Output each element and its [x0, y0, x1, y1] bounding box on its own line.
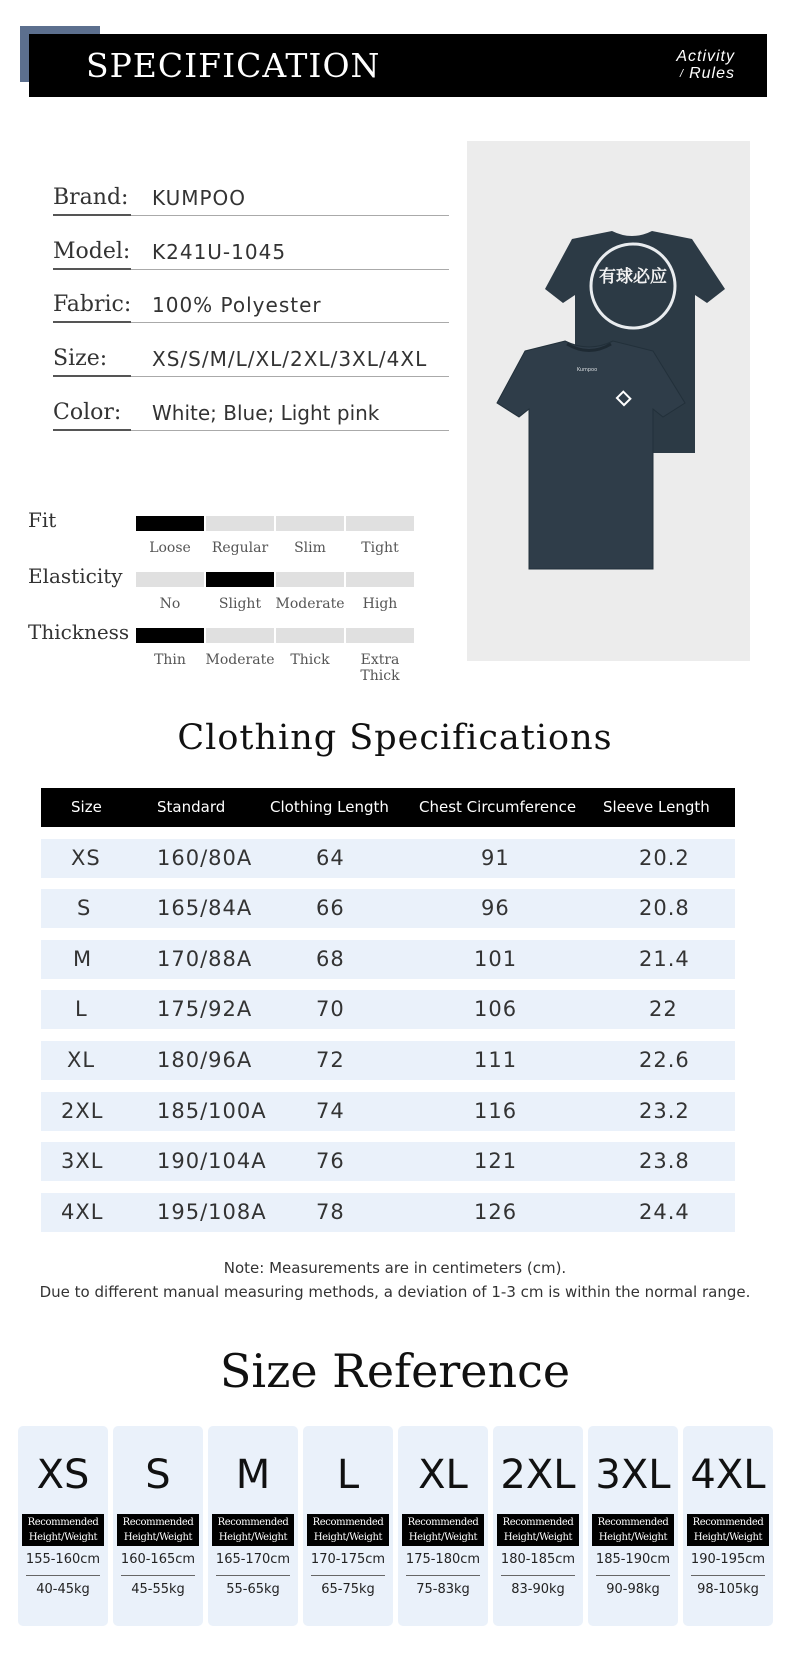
spec-value-underline [131, 376, 449, 377]
scale-segment [276, 572, 344, 587]
recommended-badge [402, 1514, 484, 1546]
card-weight: 55-65kg [226, 1582, 280, 1597]
logo-text: Kumpoo [576, 367, 598, 373]
scale-option: Tight [361, 540, 399, 556]
card-divider [26, 1575, 100, 1576]
spec-value-underline [131, 430, 449, 431]
table-cell: 78 [316, 1200, 345, 1224]
scale-segment [276, 628, 344, 643]
table-row [41, 1142, 735, 1181]
spec-value-underline [131, 322, 449, 323]
scale-option: Loose [149, 540, 191, 556]
measurement-note: Note: Measurements are in centimeters (cm). [223, 1259, 567, 1277]
table-cell: 74 [316, 1099, 345, 1123]
card-height: 180-185cm [500, 1552, 576, 1567]
spec-label-underline [53, 429, 131, 431]
badge-line: Recommended [502, 1517, 574, 1528]
table-cell: 126 [474, 1200, 518, 1224]
card-size-label: XS [36, 1452, 90, 1498]
scale-option: Slight [218, 596, 262, 612]
table-cell: XS [71, 846, 101, 870]
table-cell: 72 [316, 1048, 345, 1072]
table-cell: 64 [316, 846, 345, 870]
scale-segment [346, 572, 414, 587]
table-cell: XL [67, 1048, 96, 1072]
table-cell: 165/84A [157, 896, 253, 920]
badge-line: Height/Weight [313, 1532, 383, 1543]
badge-line: Height/Weight [408, 1532, 478, 1543]
scale-option: Slim [294, 540, 326, 556]
table-header-cell: Sleeve Length [603, 798, 710, 816]
size-card-xs [18, 1426, 108, 1626]
card-divider [121, 1575, 195, 1576]
spec-value: 100% Polyester [152, 293, 322, 317]
scale-option: Extra Thick [360, 652, 400, 684]
table-header [41, 788, 735, 827]
scale-elasticity [28, 564, 438, 614]
scale-segment-selected [206, 572, 274, 587]
size-card-2xl [493, 1426, 583, 1626]
spec-label: Model: [53, 239, 131, 264]
table-cell: 116 [474, 1099, 518, 1123]
badge-line: Recommended [407, 1517, 479, 1528]
table-cell: 24.4 [639, 1200, 690, 1224]
badge-line: Height/Weight [123, 1532, 193, 1543]
card-divider [501, 1575, 575, 1576]
scale-segment [136, 572, 204, 587]
scale-option: High [362, 596, 398, 612]
header-subtitle-activity: Activity [676, 48, 735, 65]
card-size-label: M [235, 1452, 271, 1498]
table-cell: 175/92A [157, 997, 253, 1021]
size-card-l [303, 1426, 393, 1626]
scale-option: Thin [154, 652, 186, 668]
table-cell: 23.2 [639, 1099, 690, 1123]
table-cell: 4XL [61, 1200, 104, 1224]
badge-line: Recommended [122, 1517, 194, 1528]
card-height: 185-190cm [595, 1552, 671, 1567]
scale-segment [346, 516, 414, 531]
spec-value: XS/S/M/L/XL/2XL/3XL/4XL [152, 347, 428, 371]
table-cell: 101 [474, 947, 518, 971]
spec-label: Brand: [53, 185, 129, 210]
badge-line: Recommended [692, 1517, 764, 1528]
badge-line: Recommended [27, 1517, 99, 1528]
spec-row-fabric [53, 283, 449, 323]
recommended-badge [212, 1514, 294, 1546]
size-card-4xl [683, 1426, 773, 1626]
table-row [41, 889, 735, 928]
table-header-cell: Clothing Length [270, 798, 389, 816]
table-cell: 22 [649, 997, 678, 1021]
size-reference-cards [18, 1426, 778, 1628]
header-title: SPECIFICATION [86, 46, 381, 85]
card-height: 165-170cm [215, 1552, 291, 1567]
scale-label: Thickness [28, 620, 130, 644]
badge-line: Height/Weight [503, 1532, 573, 1543]
size-card-m [208, 1426, 298, 1626]
scale-label: Elasticity [28, 564, 123, 588]
card-weight: 98-105kg [697, 1582, 759, 1597]
clothing-specs-title: Clothing Specifications [177, 718, 613, 758]
table-cell: 66 [316, 896, 345, 920]
table-row [41, 839, 735, 878]
header-subtitle-slash: / [679, 68, 683, 80]
scale-option: Moderate [205, 652, 275, 668]
size-reference-title: Size Reference [219, 1344, 571, 1398]
spec-row-model [53, 230, 449, 270]
spec-label: Fabric: [53, 292, 132, 317]
table-cell: 121 [474, 1149, 518, 1173]
table-cell: 185/100A [157, 1099, 267, 1123]
size-card-3xl [588, 1426, 678, 1626]
card-divider [596, 1575, 670, 1576]
card-size-label: L [336, 1452, 360, 1498]
table-cell: 2XL [61, 1099, 104, 1123]
spec-label-underline [53, 375, 131, 377]
table-cell: 160/80A [157, 846, 253, 870]
card-weight: 83-90kg [511, 1582, 565, 1597]
recommended-badge [307, 1514, 389, 1546]
product-image [467, 141, 750, 661]
card-height: 190-195cm [690, 1552, 766, 1567]
recommended-badge [687, 1514, 769, 1546]
spec-value: White; Blue; Light pink [152, 401, 380, 425]
card-divider [311, 1575, 385, 1576]
table-cell: 20.2 [639, 846, 690, 870]
table-cell: L [75, 997, 88, 1021]
size-card-s [113, 1426, 203, 1626]
scale-label: Fit [28, 508, 57, 532]
scale-fit [28, 508, 438, 558]
badge-line: Recommended [217, 1517, 289, 1528]
spec-label: Color: [53, 400, 122, 425]
card-size-label: XL [418, 1452, 468, 1498]
print-center-text: 有球必应 [599, 267, 667, 287]
spec-value-underline [131, 269, 449, 270]
badge-line: Height/Weight [693, 1532, 763, 1543]
table-cell: 111 [474, 1048, 518, 1072]
card-size-label: 3XL [595, 1452, 671, 1498]
spec-label: Size: [53, 346, 108, 371]
table-cell: 23.8 [639, 1149, 690, 1173]
card-divider [406, 1575, 480, 1576]
card-weight: 65-75kg [321, 1582, 375, 1597]
scale-segment-selected [136, 516, 204, 531]
badge-line: Recommended [312, 1517, 384, 1528]
spec-value: KUMPOO [152, 186, 247, 210]
table-row [41, 1193, 735, 1232]
table-cell: 106 [474, 997, 518, 1021]
badge-line: Height/Weight [598, 1532, 668, 1543]
card-weight: 40-45kg [36, 1582, 90, 1597]
spec-row-brand [53, 176, 449, 216]
recommended-badge [117, 1514, 199, 1546]
table-row [41, 940, 735, 979]
scale-option: No [159, 596, 181, 612]
spec-value-underline [131, 215, 449, 216]
table-header-cell: Standard [157, 798, 226, 816]
table-cell: 190/104A [157, 1149, 267, 1173]
header-banner [29, 34, 767, 97]
table-cell: 68 [316, 947, 345, 971]
table-row [41, 990, 735, 1029]
spec-label-underline [53, 321, 131, 323]
size-card-xl [398, 1426, 488, 1626]
table-cell: 195/108A [157, 1200, 267, 1224]
card-height: 170-175cm [310, 1552, 386, 1567]
table-cell: S [77, 896, 92, 920]
card-height: 175-180cm [405, 1552, 481, 1567]
card-size-label: 2XL [500, 1452, 576, 1498]
card-height: 155-160cm [25, 1552, 101, 1567]
table-row [41, 1041, 735, 1080]
table-header-cell: Size [71, 798, 102, 816]
card-height: 160-165cm [120, 1552, 196, 1567]
scale-segment [276, 516, 344, 531]
card-divider [691, 1575, 765, 1576]
spec-row-size [53, 337, 449, 377]
table-cell: 170/88A [157, 947, 253, 971]
table-cell: 21.4 [639, 947, 690, 971]
table-cell: 180/96A [157, 1048, 253, 1072]
card-size-label: S [145, 1452, 171, 1498]
scale-segment [206, 628, 274, 643]
scale-thickness [28, 620, 438, 684]
scale-option: Regular [211, 540, 269, 556]
card-weight: 45-55kg [131, 1582, 185, 1597]
spec-label-underline [53, 214, 131, 216]
scale-segment [346, 628, 414, 643]
spec-value: K241U-1045 [152, 240, 287, 264]
scale-option: Thick [290, 652, 330, 668]
card-size-label: 4XL [690, 1452, 766, 1498]
table-cell: 96 [481, 896, 510, 920]
table-cell: 70 [316, 997, 345, 1021]
recommended-badge [592, 1514, 674, 1546]
table-cell: 3XL [61, 1149, 104, 1173]
t-shirt-icon [467, 141, 750, 661]
table-cell: 91 [481, 846, 510, 870]
recommended-badge [497, 1514, 579, 1546]
table-cell: 76 [316, 1149, 345, 1173]
deviation-note: Due to different manual measuring methods, a deviation of 1-3 cm is within the normal range. [39, 1283, 751, 1301]
scale-option: Moderate [275, 596, 345, 612]
scale-segment-selected [136, 628, 204, 643]
table-row [41, 1092, 735, 1131]
recommended-badge [22, 1514, 104, 1546]
badge-line: Recommended [597, 1517, 669, 1528]
spec-label-underline [53, 268, 131, 270]
scale-segment [206, 516, 274, 531]
spec-row-color [53, 391, 449, 431]
card-weight: 75-83kg [416, 1582, 470, 1597]
badge-line: Height/Weight [218, 1532, 288, 1543]
card-weight: 90-98kg [606, 1582, 660, 1597]
badge-line: Height/Weight [28, 1532, 98, 1543]
table-cell: M [73, 947, 93, 971]
table-header-cell: Chest Circumference [419, 798, 577, 816]
table-cell: 22.6 [639, 1048, 690, 1072]
card-divider [216, 1575, 290, 1576]
table-cell: 20.8 [639, 896, 690, 920]
header-subtitle-rules: Rules [689, 65, 735, 82]
